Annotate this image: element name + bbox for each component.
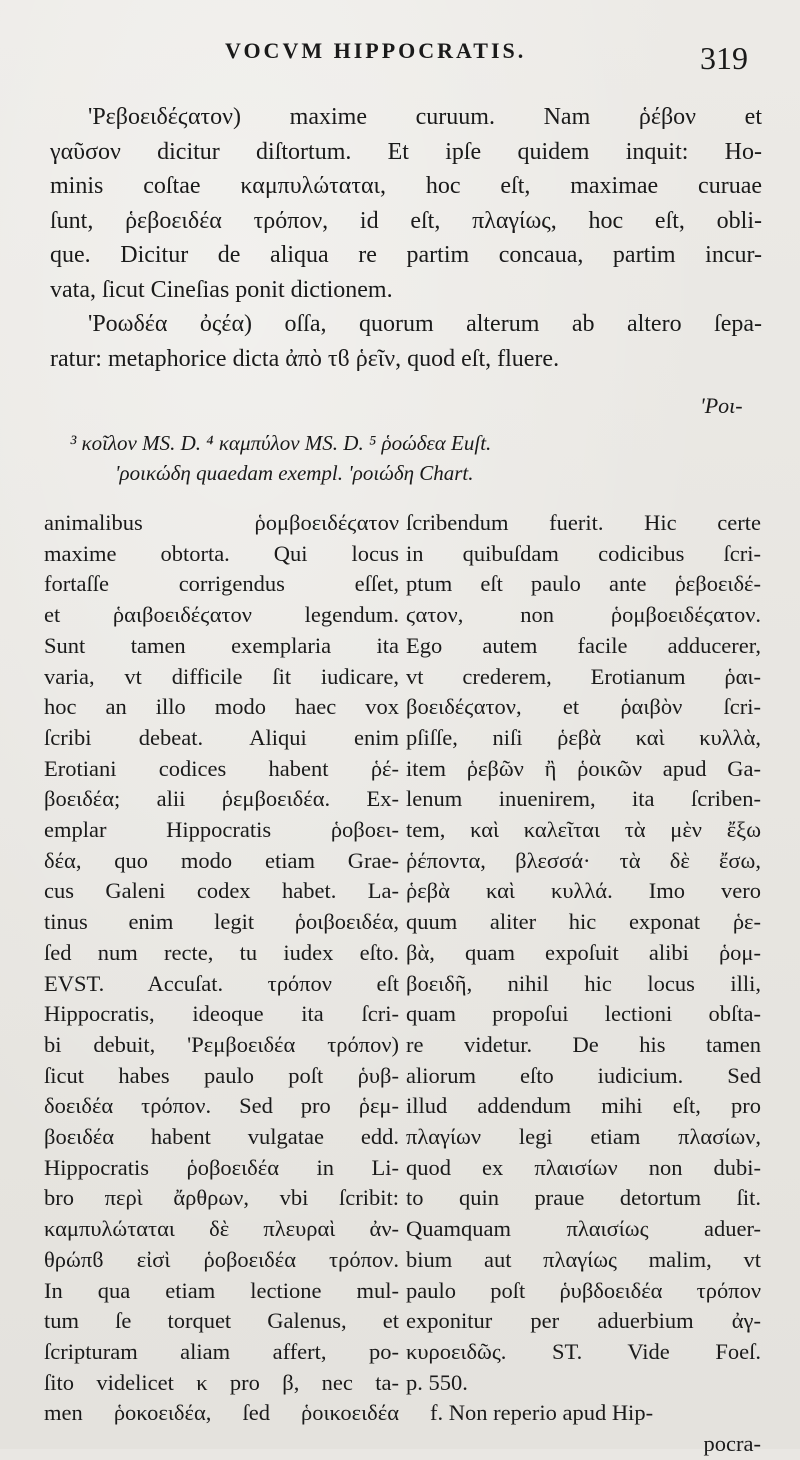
commentary-line: cus Galeni codex habet. La- — [44, 878, 399, 904]
footnote-line: ³ κοῖλον MS. D. ⁴ καμπύλον MS. D. ⁵ ῥοώδεα Euſt. — [70, 431, 492, 455]
main-text-line: que. Dicitur de aliqua re partim concaua, partim incur- — [50, 242, 762, 268]
commentary-line: Hippocratis ῥοβοειδέα in Li- — [44, 1154, 399, 1180]
commentary-line: πλαγίων legi etiam πλασίων, — [406, 1124, 761, 1150]
commentary-line: βοειδέϛατον, et ῥαιβὸν ſcri- — [406, 694, 761, 720]
main-text-line: vata, ſicut Cineſias ponit dictionem. — [50, 276, 393, 303]
commentary-line: Ego autem facile adducerer, — [406, 632, 761, 658]
commentary-line: tinus enim legit ῥοιβοειδέα, — [44, 909, 399, 935]
main-text-line: minis coſtae καμπυλώταται, hoc eſt, maximae curuae — [50, 173, 762, 199]
commentary-line: varia, vt difficile ſit iudicare, — [44, 663, 399, 689]
commentary-line: ſito videlicet κ pro β, nec ta- — [44, 1369, 399, 1395]
commentary-line: quod ex πλαισίων non dubi- — [406, 1154, 761, 1180]
main-text-line: ratur: metaphorice dicta ἀπὸ τϐ ῥεῖν, quod eſt, fluere. — [50, 345, 560, 372]
commentary-line: θρώπϐ εἰσὶ ῥοβοειδέα τρόπον. — [44, 1246, 399, 1272]
commentary-line: ϛατον, non ῥομβοειδέϛατον. — [406, 602, 761, 628]
commentary-line: βοειδῆ, nihil hic locus illi, — [406, 970, 761, 996]
commentary-left-column — [44, 508, 399, 1429]
commentary-line: illud addendum mihi eſt, pro — [406, 1093, 761, 1119]
commentary-line: emplar Hippocratis ῥοβοει- — [44, 817, 399, 843]
commentary-line: βοειδέα habent vulgatae edd. — [44, 1124, 399, 1150]
commentary-line: pocra- — [703, 1431, 761, 1457]
commentary-line: Hippocratis, ideoque ita ſcri- — [44, 1001, 399, 1027]
commentary-line: paulo poſt ῥυβδοειδέα τρόπον — [406, 1277, 761, 1303]
commentary-line: βοειδέα; alii ῥεμβοειδέα. Ex- — [44, 786, 399, 812]
commentary-line: δοειδέα τρόπον. Sed pro ῥεμ- — [44, 1093, 399, 1119]
commentary-line: vt crederem, Erotianum ῥαι- — [406, 663, 761, 689]
commentary-line: maxime obtorta. Qui locus — [44, 540, 399, 566]
commentary-line: ῥέποντα, βλεσσά· τὰ δὲ ἔσω, — [406, 847, 761, 873]
commentary-line: aliorum eſto iudicium. Sed — [406, 1062, 761, 1088]
commentary-line: δέα, quo modo etiam Grae- — [44, 847, 399, 873]
commentary-line: ῥεβὰ καὶ κυλλά. Imo vero — [406, 878, 761, 904]
commentary-line: animalibus ῥομβοειδέϛατον — [44, 510, 399, 535]
commentary-line: In qua etiam lectione mul- — [44, 1277, 399, 1303]
running-head: VOCVM HIPPOCRATIS. — [225, 38, 527, 63]
commentary-line: ſicut habes paulo poſt ῥυβ- — [44, 1062, 399, 1088]
commentary-line: quum aliter hic exponat ῥε- — [406, 909, 761, 935]
commentary-line: hoc an illo modo haec vox — [44, 694, 399, 720]
commentary-line: Sunt tamen exemplaria ita — [44, 632, 399, 658]
commentary-line: pſiſſe, niſi ῥεβὰ καὶ κυλλὰ, — [406, 724, 761, 750]
commentary-line: Erotiani codices habent ῥέ- — [44, 755, 399, 781]
commentary-line: men ῥοκοειδέα, ſed ῥοικοειδέα — [44, 1400, 399, 1426]
main-text-block — [50, 100, 762, 376]
commentary-line: item ῥεβῶν ἢ ῥοικῶν apud Ga- — [406, 755, 761, 781]
commentary-line: κυροειδῶς. ST. Vide Foeſ. — [406, 1338, 761, 1364]
commentary-line: bi debuit, 'Ρεμβοειδέα τρόπον) — [44, 1031, 399, 1057]
commentary-line: καμπυλώταται δὲ πλευραὶ ἀν- — [44, 1216, 399, 1242]
commentary-line: to quin praue detortum ſit. — [406, 1185, 761, 1211]
commentary-right-column — [406, 508, 761, 1460]
commentary-line: EVST. Accuſat. τρόπον eſt — [44, 970, 399, 996]
catchword: 'Ροι- — [700, 393, 743, 418]
commentary-line: quam propoſui lectioni obſta- — [406, 1001, 761, 1027]
commentary-line: fortaſſe corrigendus eſſet, — [44, 571, 399, 597]
commentary-line: bium aut πλαγίως malim, vt — [406, 1246, 761, 1272]
commentary-line: bro περὶ ἄρθρων, vbi ſcribit: — [44, 1185, 399, 1211]
footnotes — [70, 428, 760, 488]
main-text-line: 'Ρεβοειδέϛατον) maxime curuum. Nam ῥέβον et — [88, 104, 762, 130]
commentary-line: ſcripturam aliam affert, po- — [44, 1338, 399, 1364]
commentary-line: tum ſe torquet Galenus, et — [44, 1308, 399, 1334]
page-number: 319 — [700, 40, 748, 76]
commentary-line: et ῥαιβοειδέϛατον legendum. — [44, 602, 399, 628]
footnote-line: 'ροικώδη quaedam exempl. 'ροιώδη Chart. — [115, 461, 474, 485]
commentary-line: ſcribi debeat. Aliqui enim — [44, 724, 399, 750]
commentary-line: p. 550. — [406, 1369, 468, 1395]
commentary-line: ſcribendum fuerit. Hic certe — [406, 510, 761, 535]
commentary-line: βὰ, quam expoſuit alibi ῥομ- — [406, 939, 761, 965]
commentary-line: ſed num recte, tu iudex eſto. — [44, 939, 399, 965]
commentary-line: re videtur. De his tamen — [406, 1031, 761, 1057]
commentary-line: ptum eſt paulo ante ῥεβοειδέ- — [406, 571, 761, 597]
commentary-line: lenum inuenirem, ita ſcriben- — [406, 786, 761, 812]
commentary-line: tem, καὶ καλεῖται τὰ μὲν ἔξω — [406, 817, 761, 843]
main-text-line: ſunt, ῥεβοειδέα τρόπον, id eſt, πλαγίως, hoc eſt, obli- — [50, 207, 762, 234]
commentary-line: Quamquam πλαισίως aduer- — [406, 1216, 761, 1242]
commentary-line: in quibuſdam codicibus ſcri- — [406, 540, 761, 566]
commentary-line: f. Non reperio apud Hip- — [430, 1400, 654, 1426]
main-text-line: 'Ροωδέα ὀςέα) oſſa, quorum alterum ab altero ſepa- — [88, 311, 762, 337]
main-text-line: γαῦσον dicitur diſtortum. Et ipſe quidem inquit: Ho- — [50, 138, 762, 165]
commentary-line: exponitur per aduerbium ἀγ- — [406, 1308, 761, 1334]
